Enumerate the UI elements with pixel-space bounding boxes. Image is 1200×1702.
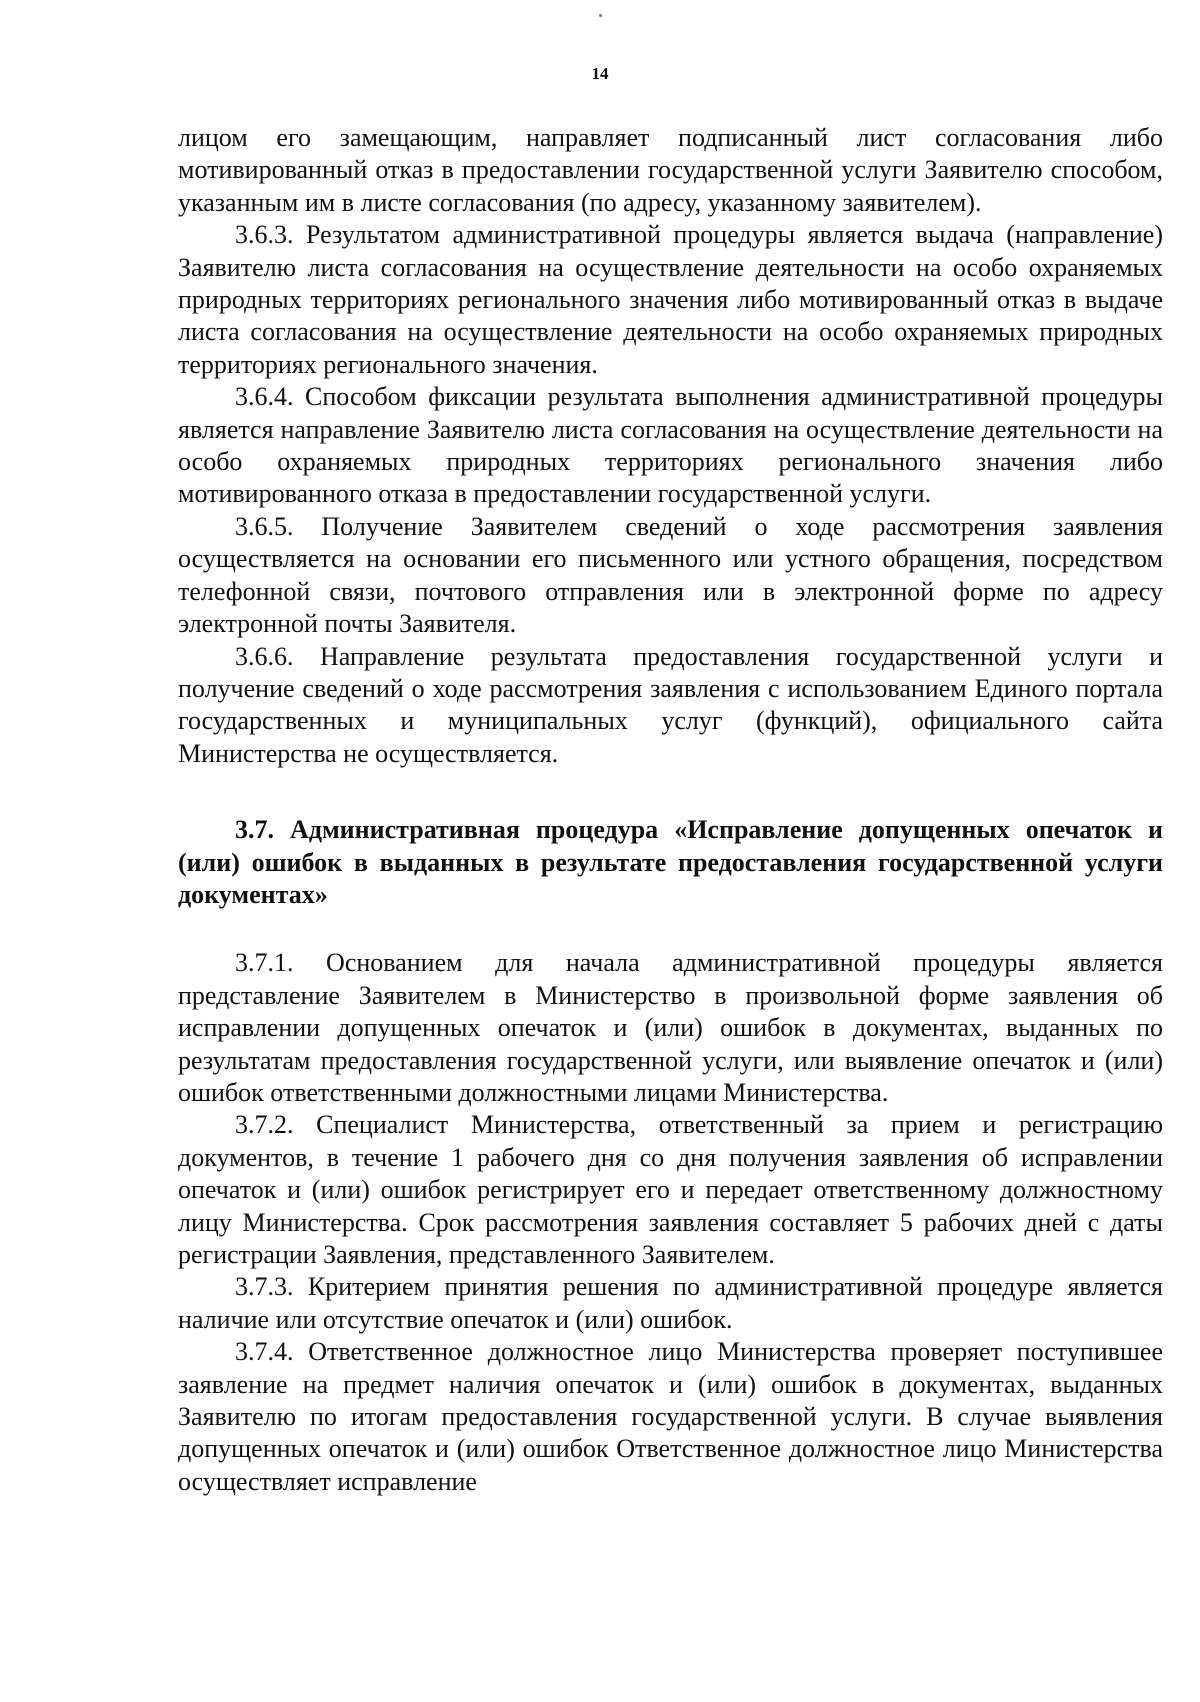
paragraph-3-7-4: 3.7.4. Ответственное должностное лицо Министерства проверяет поступившее заявление на предмет наличия опечаток и (или) ошибок в документах, выданных Заявителю по итогам предоставления государственной услуги. В случае выявления допущенных опечаток и (или) ошибок Ответственное должностное лицо Министерства осуществляет исправление: [178, 1337, 1163, 1496]
paragraph-3-6-6: 3.6.6. Направление результата предоставления государственной услуги и получение сведений о ходе рассмотрения заявления с использованием Единого портала государственных и муниципальных услуг (функций), официального сайта Министерства не осуществляется.: [178, 641, 1163, 768]
paragraph-3-6-4: 3.6.4. Способом фиксации результата выполнения административной процедуры является направление Заявителю листа согласования на осуществление деятельности на особо охраняемых природных территориях регионального значения либо мотивированного отказа в предоставлении государственной услуги.: [178, 382, 1163, 509]
paragraph-3-7-2: 3.7.2. Специалист Министерства, ответственный за прием и регистрацию документов, в течение 1 рабочего дня со дня получения заявления об исправлении опечаток и (или) ошибок регистрирует его и передает ответственному должностному лицу Министерства. Срок рассмотрения заявления составляет 5 рабочих дней с даты регистрации Заявления, представленного Заявителем.: [178, 1110, 1163, 1269]
paragraph-3-6-5: 3.6.5. Получение Заявителем сведений о ходе рассмотрения заявления осуществляется на основании его письменного или устного обращения, посредством телефонной связи, почтового отправления или в электронной форме по адресу электронной почты Заявителя.: [178, 511, 1163, 639]
paragraph-continuation: лицом его замещающим, направляет подписанный лист согласования либо мотивированный отказ в предоставлении государственной услуги Заявителю способом, указанным им в листе согласования (по адресу, указанному заявителем).: [178, 123, 1163, 217]
page-number: 14: [591, 64, 609, 83]
paragraph-3-7-3: 3.7.3. Критерием принятия решения по административной процедуре является наличие или отсутствие опечаток и (или) ошибок.: [178, 1272, 1163, 1334]
section-heading-3-7: 3.7. Административная процедура «Исправление допущенных опечаток и (или) ошибок в выданных в результате предоставления государственной услуги документах»: [178, 815, 1163, 909]
scan-speck: [599, 14, 602, 17]
document-body: [178, 122, 1163, 1498]
paragraph-3-6-3: 3.6.3. Результатом административной процедуры является выдача (направление) Заявителю листа согласования на осуществление деятельности на особо охраняемых природных территориях регионального значения либо мотивированный отказ в выдаче листа согласования на осуществление деятельности на особо охраняемых природных территориях регионального значения.: [178, 220, 1163, 379]
paragraph-3-7-1: 3.7.1. Основанием для начала административной процедуры является представление Заявителем в Министерство в произвольной форме заявления об исправлении допущенных опечаток и (или) ошибок в документах, выданных по результатам предоставления государственной услуги, или выявление опечаток и (или) ошибок ответственными должностными лицами Министерства.: [178, 948, 1163, 1107]
